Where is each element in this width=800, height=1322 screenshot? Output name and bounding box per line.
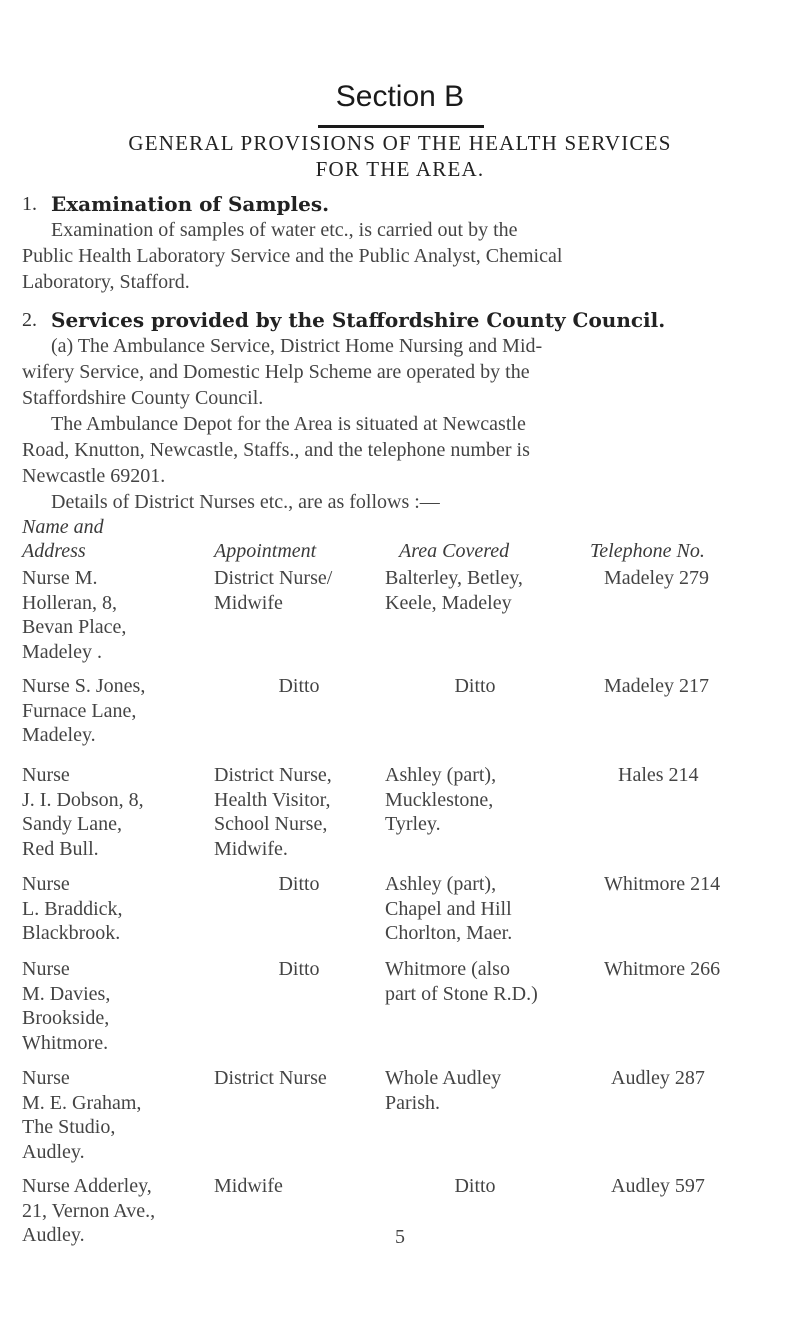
row-4-area: Ashley (part), Chapel and Hill Chorlton, Maer. <box>385 873 513 944</box>
row-6-appointment: District Nurse <box>214 1067 327 1089</box>
details-intro: Details of District Nurses etc., are as follows :— <box>51 491 440 513</box>
item-2-title: Services provided by the Staffordshire County Council. <box>51 308 666 332</box>
item-2-para-1-line-3: Staffordshire County Council. <box>22 387 264 409</box>
row-7-telephone: Audley 597 <box>611 1175 705 1197</box>
row-4-name: Nurse L. Braddick, Blackbrook. <box>22 873 123 944</box>
item-2-para-2-line-2: Road, Knutton, Newcastle, Staffs., and the telephone number is <box>22 439 530 461</box>
heading-line-1: GENERAL PROVISIONS OF THE HEALTH SERVICES <box>128 131 672 155</box>
row-5-area: Whitmore (also part of Stone R.D.) <box>385 958 538 1005</box>
item-2-para-1-line-1: (a) The Ambulance Service, District Home Nursing and Mid- <box>51 335 543 357</box>
row-6-name: Nurse M. E. Graham, The Studio, Audley. <box>22 1067 142 1163</box>
item-1-line-2: Public Health Laboratory Service and the Public Analyst, Chemical <box>22 245 563 267</box>
row-6-area: Whole Audley Parish. <box>385 1067 502 1114</box>
row-6-telephone: Audley 287 <box>611 1067 705 1089</box>
row-1-appointment: District Nurse/ Midwife <box>214 567 333 614</box>
page-number: 5 <box>395 1226 405 1248</box>
header-telephone: Telephone No. <box>590 540 705 562</box>
row-2-name: Nurse S. Jones, Furnace Lane, Madeley. <box>22 675 146 746</box>
row-4-telephone: Whitmore 214 <box>604 873 721 895</box>
section-title-underline <box>318 125 484 128</box>
row-7-area: Ditto <box>454 1175 496 1197</box>
header-appointment: Appointment <box>214 540 317 562</box>
row-5-name: Nurse M. Davies, Brookside, Whitmore. <box>22 958 111 1054</box>
item-2-para-2-line-1: The Ambulance Depot for the Area is situated at Newcastle <box>51 413 526 435</box>
row-2-telephone: Madeley 217 <box>604 675 709 697</box>
item-1-line-1: Examination of samples of water etc., is carried out by the <box>51 219 518 241</box>
heading-line-2: FOR THE AREA. <box>315 157 485 181</box>
row-4-appointment: Ditto <box>278 873 320 895</box>
row-2-appointment: Ditto <box>278 675 320 697</box>
row-3-appointment: District Nurse, Health Visitor, School Nurse, Midwife. <box>214 764 332 860</box>
row-3-telephone: Hales 214 <box>618 764 699 786</box>
item-2-para-1-line-2: wifery Service, and Domestic Help Scheme are operated by the <box>22 361 530 383</box>
header-name-address: Name and Address <box>22 516 104 562</box>
row-3-area: Ashley (part), Mucklestone, Tyrley. <box>385 764 497 835</box>
row-5-telephone: Whitmore 266 <box>604 958 721 980</box>
item-1-line-3: Laboratory, Stafford. <box>22 271 190 293</box>
item-2-number: 2. <box>22 309 37 331</box>
row-7-appointment: Midwife <box>214 1175 283 1197</box>
row-1-telephone: Madeley 279 <box>604 567 709 589</box>
row-1-name: Nurse M. Holleran, 8, Bevan Place, Madeley . <box>22 567 127 663</box>
item-1-number: 1. <box>22 193 37 215</box>
header-area-covered: Area Covered <box>399 540 510 562</box>
row-2-area: Ditto <box>454 675 496 697</box>
row-7-name: Nurse Adderley, 21, Vernon Ave., Audley. <box>22 1175 156 1246</box>
item-1-title: Examination of Samples. <box>51 192 330 216</box>
row-1-area: Balterley, Betley, Keele, Madeley <box>385 567 523 614</box>
row-5-appointment: Ditto <box>278 958 320 980</box>
section-title: Section B <box>335 80 465 113</box>
item-2-para-2-line-3: Newcastle 69201. <box>22 465 166 487</box>
row-3-name: Nurse J. I. Dobson, 8, Sandy Lane, Red Bull. <box>22 764 144 860</box>
